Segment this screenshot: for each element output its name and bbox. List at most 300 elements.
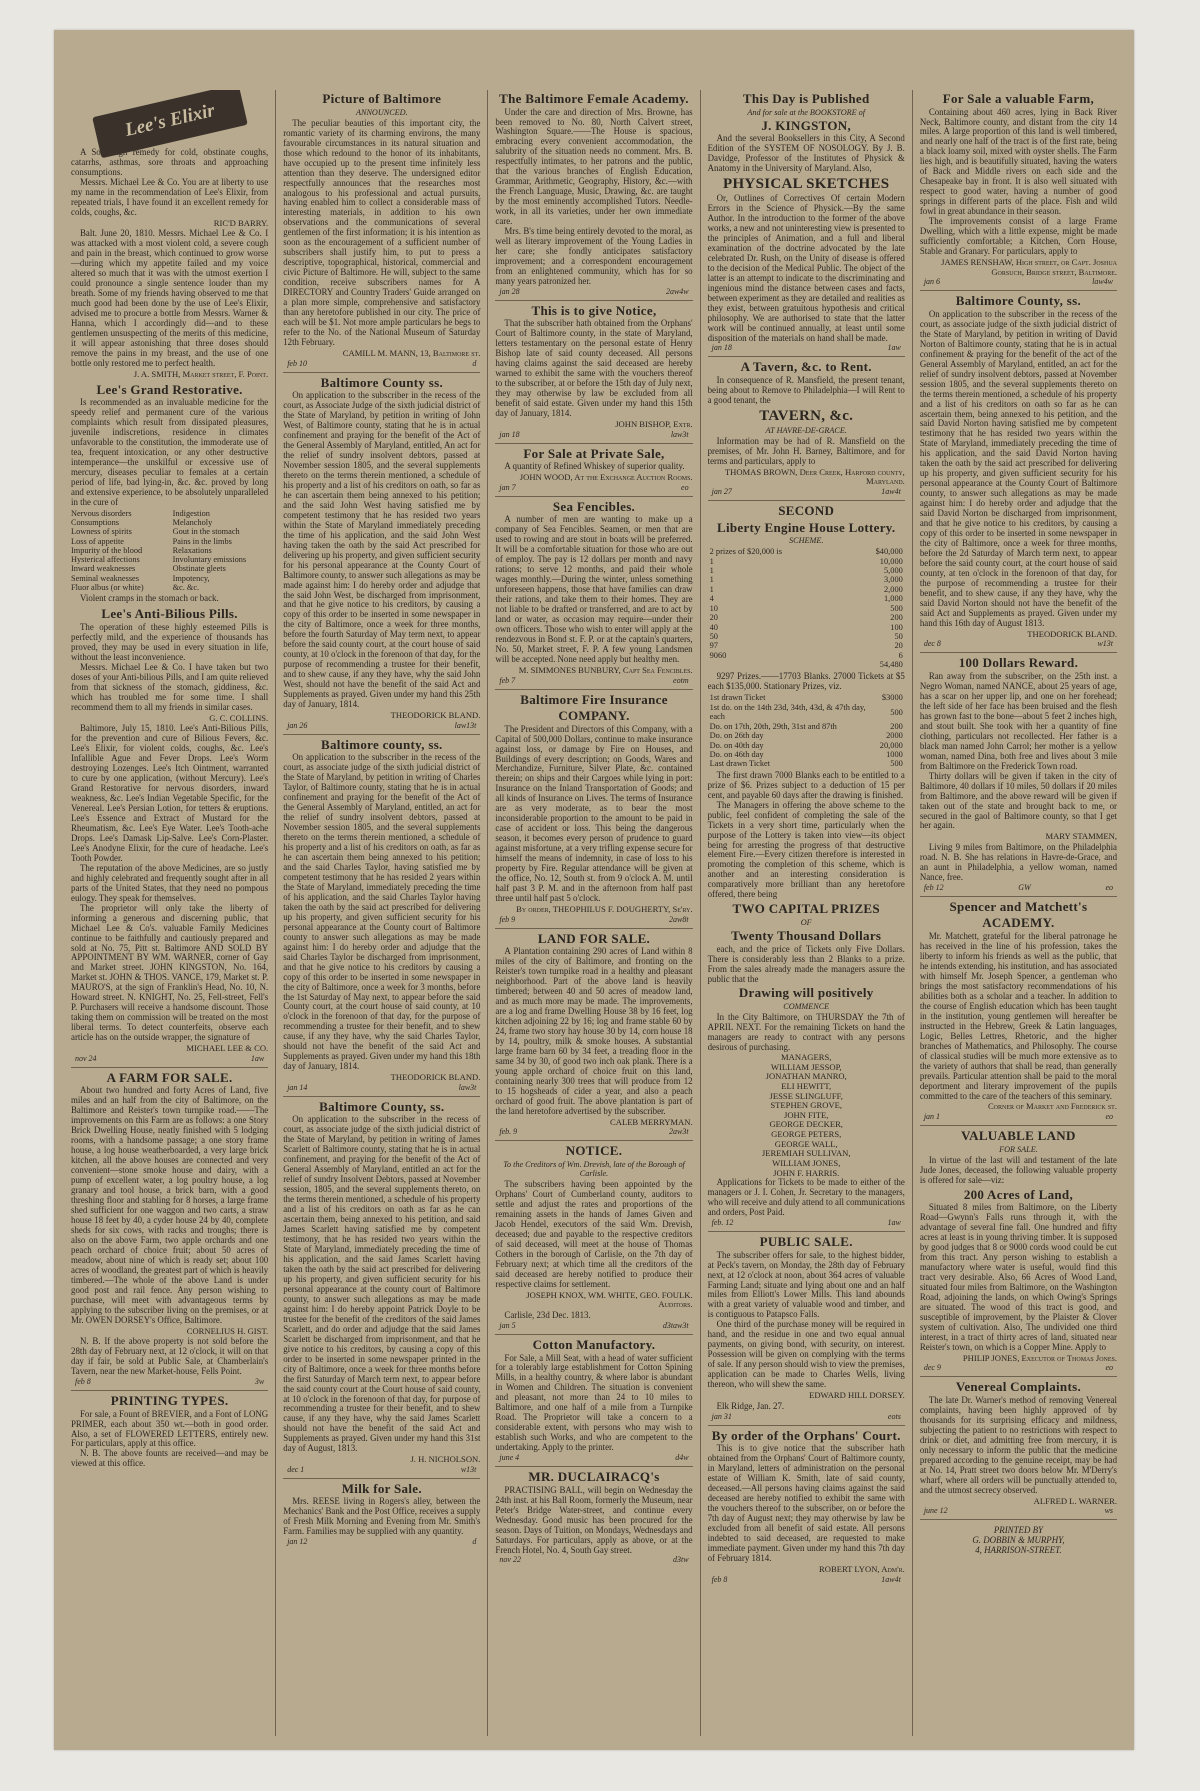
ad-text: On application to the subscriber in the recess of court, as associate judge of the sixth judicial district of the State of Maryland, by petition in writing of James Scarlett of Baltimore county, stating that he is in actual confinement, and praying for the benefit of the Act of General Assembly of Maryland, entitled an act for the relief of sundry Insolvent Debtors, passed at November session, 1805, and the several supplements thereto, on the terms therein mentioned, a schedule of his property and a list of his creditors on oath as far as he can ascertain them, being annexed to his petition, and said James Scarlett having satisfied me by competent testimony, that he has resided two years within the State of Maryland, immediately preceding the time of his application, and the said James Scarlett having taken the oath by the said act prescribed for delivering up his property, and given sufficient security for his personal appearance at the county court of Baltimore county, to answer such allegations as may be made against him: I do hereby appoint Patrick Doyle to be trustee for the benefit of the creditors of the said James Scarlett, and do order and adjudge that the said James Scarlett be discharged from imprisonment, and that he give notice to his creditors, by causing a copy of this order to be inserted in some newspaper printed in the city of Baltimore, once a week for three months before the first Saturday of March term next, to appear before the said county court at the Court house of said county, at 10 o'clock in the forenoon of that day, for purpose of recommending a trustee for their benefit, and to shew cause, if any they have, why the said James Scarlett should not have the benefit of the said Act and Supplements as prayed. Given under my hand this 31st day of August, 1813.: [283, 1114, 481, 1454]
dateline-date: feb 7: [499, 675, 516, 685]
ad-signature: ROBERT LYON, Adm'r.: [819, 1563, 905, 1574]
stationary-prize-row: [708, 741, 905, 750]
dateline-code: w13t: [1097, 639, 1114, 649]
ailment-list: [71, 509, 268, 593]
divider: [495, 1140, 692, 1141]
table-cell: 1st do. on the 14th 23d, 34th, 43d, & 47th day, each: [709, 702, 866, 722]
table-cell: 10,000: [879, 556, 903, 566]
prize-row: [708, 632, 905, 641]
ad-text: Balt. June 20, 1810. Messrs. Michael Lee & Co. I was attacked with a most violent cold, a severe cough and pain in the breast, which continued to grow worse—during which my appetite failed and my voice altered so much that it was with the utmost exertion I could pronounce a single sentence louder than my breath. Some of my friends having observed to me that much good had been done by the use of Lee's Elixir, advised me to procure a bottle from Messrs. Warner & Hanna, which I accordingly did—and to these gentlemen unsuspecting of the merits of this medicine, it will appear astonishing that three doses should remove the pains in my breast, and the use of one bottle only restored me to perfect health.: [71, 228, 269, 368]
table-cell: 500: [890, 707, 903, 717]
ad-text: The peculiar beauties of this important city, the romantic variety of its charming environs, the many favourable circumstances in its natural situation and those which redound to the honor of its inhabitants, have occupied up to the present time infinitely less attention than they deserve. The undersigned editor respectfully announces that the researches most analogous to his professional and actual pursuits, having enabled him to collect a considerable mass of interesting materials, in addition to his own observations and the communications of several gentlemen of the first information; it is his intention as soon as the encouragement of a sufficient number of subscribers shall justify him, to put to press a descriptive, topographical, historical, commercial and civic Picture of Baltimore. He will, subject to the same condition, receive subscribers names for A DIRECTORY and Country Traders' Guide arranged on a plan more simple, comprehensive and satisfactory than any heretofore published in our city. The price of each will be $1. Not more ample particulars he begs to refer to the No. of the National Museum of Saturday 12th February.: [283, 117, 481, 348]
ad-dateline: [499, 916, 688, 925]
ad-title: LAND FOR SALE.: [537, 930, 651, 946]
stationary-prizes-table: [708, 693, 905, 768]
divider: [920, 1519, 1117, 1520]
ad-text: Applications for Tickets to be made to either of the managers or J. I. Cohen, Jr. Secretary to the managers, who will receive and duly attend to all communications and orders, Post Paid.: [707, 1177, 905, 1218]
divider: [495, 1334, 692, 1335]
ad-baltimore-county-2: [283, 738, 480, 1093]
ad-heading: TWO CAPITAL PRIZES: [732, 901, 880, 917]
dateline-code: 3w: [254, 1377, 265, 1387]
dateline-code: eo: [1105, 1112, 1114, 1122]
ad-give-notice: [495, 304, 692, 440]
ad-subtitle: OF: [800, 917, 812, 927]
table-cell: 10: [709, 603, 718, 613]
dateline-code: eots: [887, 1411, 901, 1421]
ad-text: N. B. If the above property is not sold before the 28th day of February next, at 12 o'clock, it will on that day if fair, be sold at Public Sale, at Chamberlain's Tavern, near the new Market-house, Fells Point.: [71, 1336, 269, 1377]
ad-cotton-manufactory: [495, 1338, 692, 1463]
ad-signature: CORNELIUS H. GIST.: [186, 1325, 269, 1336]
table-cell: 20,000: [879, 740, 903, 750]
table-cell: 1: [709, 575, 714, 585]
divider: [283, 734, 480, 735]
ad-title: Venereal Complaints.: [955, 1379, 1081, 1395]
divider: [708, 1425, 905, 1426]
ad-title: NOTICE.: [565, 1143, 623, 1159]
ad-text: PRACTISING BALL, will begin on Wednesday the 24th inst. at his Ball Room, formerly the Museum, near Peter's Bridge Water-street, and continue every Wednesday. Good music has been procured for the season. Days of Tuition, on Mondays, Wednesdays and Saturdays. For particulars, apply as above, or at the French Hotel, No. 4, South Gay street.: [495, 1484, 693, 1555]
stationary-prize-row: [708, 750, 905, 759]
table-cell: 50: [709, 631, 718, 641]
ad-title-line-2: ACADEMY.: [982, 915, 1055, 931]
prize-row: [708, 623, 905, 632]
divider: [495, 443, 692, 444]
dateline-code: 2aw8t: [669, 914, 689, 924]
divider: [283, 1478, 480, 1479]
ad-text: Is recommended as an invaluable medicine for the speedy relief and permanent cure of the various complaints which result from dissipated pleasures, juvenile indiscretions, residence in climates unfavorable to the constitution, the immoderate use of tea, frequent intoxication, or any other destructive intemperance—the unskilful or excessive use of mercury, diseases peculiar to females at a certain period of life, bad lying-in, &c. &c. proved by long and extensive experience, to be absolutely unparalleled in the cure of: [71, 397, 269, 507]
ad-text: Mrs. REESE living in Rogers's alley, between the Mechanics' Bank and the Post Office, receives a supply of Fresh Milk Morning and Evening from Mr. Smith's Farm. Families may be supplied with any quantity.: [283, 1496, 481, 1537]
ad-text: The President and Directors of this Company, with a Capital of 500,000 Dollars, continue to make insurance against loss, or damage by Fire on Houses, and Buildings of every description; on Goods, Wares and Merchandize, Furniture, Silver Plate, &c. contained therein; on ships and their Cargoes while lying in port: Insurance on the Inland Transportation of Goods; and all kinds of Insurance on Lives. The terms of Insurance are as very moderate, as to bear the most inconsiderable proportion to the amount to be paid in case of accident or loss. This being the dangerous season, it becomes every person of prudence to guard against misfortune, at a very trifling expense secure for himself the means of indemnity, in case of loss to his property by Fire. Regular attendance will be given at the office, No. 12, South st. from 9 o'clock A. M. until half past 3 P. M. and in the afternoon from half past three until half past 5 o'clock.: [495, 723, 693, 904]
ad-title: Baltimore County, ss.: [955, 293, 1082, 309]
prize-row: [708, 651, 905, 660]
ailment-item: Involuntary emissions: [172, 555, 247, 565]
dateline-code: d4w: [675, 1453, 689, 1463]
ad-dateline: [287, 722, 476, 731]
ad-lees-elixir: [71, 100, 268, 380]
ad-title: Baltimore County, ss.: [319, 1098, 445, 1114]
ad-text: A quantity of Refined Whiskey of superior quality.: [504, 461, 685, 472]
table-cell: 20: [894, 641, 903, 651]
prize-row: [708, 660, 905, 669]
dateline-date: feb 12: [923, 882, 944, 892]
ad-title: This Day is Published: [742, 91, 870, 106]
manager-name: JOHN FITE,: [784, 1109, 829, 1120]
ad-title: Baltimore county, ss.: [320, 736, 443, 752]
ad-dateline: [499, 288, 688, 297]
ad-notice-creditors: [495, 1144, 692, 1331]
ad-subtitle: ANNOUNCED.: [355, 107, 408, 117]
ad-venereal: [920, 1380, 1117, 1516]
ad-text: On application to the subscriber in the recess of the court, as Associate Judge of the sixth judicial district of the State of Maryland, by petition in writing of John West, of Baltimore county, stating that he is in actual confinement and praying for the benefit of the Act of the General Assembly of Maryland, entitled, An act for the relief of sundry insolvent debtors, passed at November session 1805, and the several supplements thereto on the terms therein mentioned, a schedule of his property and a list of his creditors on oath, so far as he can ascertain them being annexed to his petition; and the said John West having satisfied me by competent testimony that he has resided two years within the State of Maryland immediately preceding the time of his application, and the said John West having taken the oath by the said Act prescribed for delivering up his property, and given sufficient security for his personal appearance at the County Court of Baltimore county, to answer such allegations as may be made against him: I do hereby order and adjudge that the said John West, be discharged from imprisonment, and that he give notice to his creditors, by causing a copy of this order to be inserted in some newspaper in the city of Baltimore, once a week for three months, before the fourth Saturday of May term next, to appear before the said county court, at the court house of said county, at 10 o'clock in the forenoon of that day, for the purpose of recommending a trustee for their benefit, and to shew cause, if any they have, why the said John West, should not have the benefit of the said Act and Supplements as prayed. Given under my hand this 25th day of January, 1814.: [283, 390, 481, 710]
ad-signature: JOHN BISHOP, Extr.: [615, 419, 693, 430]
ad-dateline: [499, 677, 688, 686]
ad-title: SECOND: [778, 502, 835, 518]
ad-text: In virtue of the last will and testament of the late Jude Jones, deceased, the following valuable property is offered for sale—viz:: [919, 1154, 1118, 1185]
table-cell: 20: [709, 613, 718, 623]
divider: [71, 1390, 268, 1391]
columns: [64, 90, 1124, 1736]
table-cell: 97: [709, 641, 718, 651]
ad-title: Lee's Grand Restorative.: [96, 381, 243, 397]
ad-signature: MARY STAMMEN,: [1045, 831, 1118, 842]
dateline-date: jan 14: [287, 1082, 308, 1092]
ad-heading: Drawing will positively: [738, 985, 874, 1001]
dateline-date: feb 8: [75, 1377, 91, 1387]
ad-text: The reputation of the above Medicines, are so justly and highly celebrated and frequently sought after in all parts of the United States, that they need no pompous eulogy. They speak for themselves.: [71, 862, 269, 903]
ad-spencer-academy: [920, 900, 1117, 1122]
divider: [495, 928, 692, 929]
table-cell: Do. on 26th day: [709, 731, 764, 741]
ailment-item: &c. &c.: [172, 583, 200, 593]
table-cell: 1: [709, 584, 714, 594]
divider: [283, 372, 480, 373]
manager-name: GEORGE DECKER,: [769, 1119, 843, 1130]
ad-title: A Tavern, &c. to Rent.: [740, 359, 872, 375]
prize-row: [708, 613, 905, 622]
ad-dateline: [712, 1413, 901, 1422]
ad-title: Baltimore County ss.: [320, 374, 443, 390]
ad-text: A number of men are wanting to make up a company of Sea Fencibles. Seamen, or men that are used to rowing and are stout in boats will be preferred. It will be a comfortable situation for those who are out of employ. The pay is 12 dollars per month and navy rations; to serve 12 months, and paid their whole wages monthly.—During the winter, unless something unforeseen happens, those that have families can draw their rations, and take them to their homes. They are not liable to be drafted or transferred, and are to act by land or water, as occasion may require—under their own officers. Those who wish to enter will apply at the rendezvous in Bond st. F. P. or at the captain's quarters, No. 50, Market street, F. P. A few young Landsmen will be accepted. None need apply but healthy men.: [495, 514, 693, 664]
table-cell: Do. on 40th day: [709, 740, 764, 750]
dateline-date: jan 26: [287, 720, 308, 730]
dateline-code: eo: [681, 482, 689, 492]
ad-signature: PHILIP JONES, Executor of Thomas Jones.: [962, 1352, 1118, 1363]
ad-dateline: [924, 1364, 1113, 1373]
divider: [283, 1096, 480, 1097]
dateline-date: jan 28: [499, 286, 520, 296]
ad-fire-insurance: [495, 693, 692, 925]
ad-subtitle: SCHEME.: [789, 536, 824, 546]
ad-text: Carlisle, 23d Dec. 1813.: [504, 1310, 591, 1321]
ad-signature: J. H. NICHOLSON.: [410, 1454, 481, 1465]
dateline-date: nov 24: [75, 1053, 97, 1063]
ailment-item: Inward weaknesses: [71, 564, 136, 574]
ad-signature: By order, THEOPHILUS F. DOUGHERTY, Se'ry.: [516, 904, 693, 915]
ailment-item: Impurity of the blood: [71, 545, 143, 555]
ailment-item: Indigestion: [172, 508, 210, 518]
table-cell: 200: [890, 613, 903, 623]
prize-row: [708, 604, 905, 613]
table-cell: 1: [709, 556, 714, 566]
dateline-date: feb 9: [499, 914, 516, 924]
ad-female-academy: [495, 92, 692, 297]
divider: [920, 652, 1117, 653]
dateline-code: law3t: [458, 1082, 477, 1092]
ad-practising-ball: [495, 1470, 692, 1565]
ad-signature: CALEB MERRYMAN.: [610, 1116, 693, 1127]
dateline-code: 1aw4t: [881, 1574, 901, 1584]
table-cell: 1st drawn Ticket: [709, 693, 766, 703]
dateline-code: law13t: [454, 720, 477, 730]
ad-title: The Baltimore Female Academy.: [499, 91, 689, 106]
dateline-code: 1aw: [887, 1218, 901, 1228]
divider: [920, 896, 1117, 897]
ailment-item: Obstinate gleets: [172, 564, 226, 574]
ailment-item: Melancholy: [172, 518, 213, 528]
dateline-code: 2aw4w: [665, 286, 689, 296]
ad-signature: ALFRED L. WARNER.: [1033, 1495, 1118, 1506]
table-cell: 1000: [886, 749, 903, 759]
ad-baltimore-county-4: [920, 294, 1117, 649]
dateline-date: jan 6: [923, 277, 941, 287]
divider: [708, 1231, 905, 1232]
ad-title: Cotton Manufactory.: [532, 1336, 656, 1352]
dateline-date: feb. 9: [499, 1127, 518, 1137]
ad-dateline: [712, 1219, 901, 1228]
dateline-code: eo: [1105, 882, 1114, 892]
dateline-code: law4w: [1092, 277, 1114, 287]
column-4: [700, 90, 912, 1736]
manager-name: WILLIAM JESSOP,: [770, 1061, 842, 1072]
ad-text: The proprietor will only take the liberty of informing a generous and discerning public, that Michael Lee & Co's. valuable Family Medicines continue to be faithfully and cautiously prepared and sold at No. 75, Pitt st. Baltimore AND SOLD BY APPOINTMENT BY WM. WARNER, corner of Gay and Market street. JOHN KINGSTON, No. 164, Market st. JOHN & THOS. VANCE, 179, Market st. P. MAURO'S, at the sign of Franklin's Head, No. 10, N. Howard street. N. KNIGHT, No. 25, Fell-street, Fell's P. Purchasers will receive a handsome discount. Those taking them on commission will be treated on the most liberal terms. To detect counterfeits, observe each article has on the outside wrapper, the signature of: [71, 902, 269, 1043]
ailment-item: Fluor albus (or white): [71, 583, 144, 593]
ailment-item: Pains in the limbs: [172, 536, 232, 546]
divider: [920, 1376, 1117, 1377]
ad-title: PRINTING TYPES.: [110, 1393, 229, 1409]
ad-dateline: [499, 1128, 688, 1137]
managers-list: [708, 1063, 905, 1179]
dateline-date: jan 5: [499, 1321, 516, 1330]
ad-title: Lee's Anti-Bilious Pills.: [101, 606, 238, 622]
dateline-code: 2aw3t: [669, 1127, 689, 1137]
table-cell: 1: [709, 566, 714, 576]
ad-title: Baltimore Fire Insurance: [520, 691, 668, 707]
ad-dateline: [499, 1454, 688, 1463]
stationary-prize-row: [708, 759, 905, 768]
ad-text: On application to the subscriber in the recess of the court, as associate judge of the sixth judicial district of the State of Maryland, by petition in writing of Charles Taylor, of Baltimore county, stating that he is in actual confinement and praying for the benefit of the Act of the General Assembly of Maryland, entitled, an act for the relief of sundry insolvent debtors, passed at November session 1805, and the several supplements thereto on the terms therein mentioned, a schedule of his property and a list of his creditors on oath, as far as he can ascertain them being annexed to his petition; and the said Charles Taylor, having satisfied me by competent testimony that he has resided 2 years within the State of Maryland, immediately preceding the time of his application, and the said Charles Taylor having taken the oath by the said act prescribed for delivering up his property, and given sufficient security for his personal appearance at the County court of Baltimore county to answer such allegations as may be made against him: I do hereby order and adjudge that the said Charles Taylor be discharged from imprisonment, and that he give notice to his creditors by causing a copy of this order to be inserted in some newspaper in the city of Baltimore, once a week for 3 months, before the 1st Saturday of May next, to appear before the said County court, at the court house of said county, at 10 o'clock in the forenoon of that day, for the purpose of recommending a trustee for their benefit, and to shew cause, if any they have, why the said Charles Taylor, should not have the benefit of the said Act and Supplements as prayed. Given under my hand this 18th day of January, 1814.: [283, 752, 481, 1072]
ad-text: Containing about 460 acres, lying in Back River Neck, Baltimore county, and distant from the city 14 miles. A large proportion of this land is well timbered, and nearly one half of the tract is of the first rate, being a black loamy soil, mixed with oyster shells. The Farm lies high, and is beautifully situated, having the waters of Back and Middle rivers on each side and the Chesapeake bay in front. It is also well situated with respect to good water, having a number of good springs in different parts of the place. Fish and wild fowl in great abundance in their season.: [919, 106, 1118, 217]
dateline-date: june 12: [923, 1506, 948, 1516]
ad-signature: RIC'D BARRY.: [213, 217, 269, 228]
divider: [495, 689, 692, 690]
ad-text: Living 9 miles from Baltimore, on the Philadelphia road. N. B. She has relations in Havre-de-Grace, and an aunt in Philadelphia, a yellow woman, named Nance, free.: [919, 842, 1118, 882]
prize-row: [708, 594, 905, 603]
prize-scheme-table: [708, 547, 905, 669]
table-cell: Last drawn Ticket: [709, 759, 771, 769]
elixir-logo-banner: Lee's Elixir: [92, 90, 248, 158]
manager-name: WILLIAM JONES,: [772, 1157, 841, 1168]
ad-subtitle: And for sale at the BOOKSTORE of: [747, 107, 866, 117]
ad-valuable-farm: [920, 92, 1117, 287]
ad-title: For Sale at Private Sale,: [523, 445, 665, 461]
ad-title: MR. DUCLAIRACQ's: [528, 1469, 660, 1485]
prize-row: [708, 585, 905, 594]
ad-text: Baltimore, July 15, 1810. Lee's Anti-Bilious Pills, for the prevention and cure of Bilious Fevers, &c. Lee's Elixir, for violent colds, coughs, &c. Lee's Infallible Ague and Fever Drops. Lee's Worm destroying Lozenges. Lee's Itch Ointment, warranted to cure by one application, (without Mercury). Lee's Grand Restorative for nervous disorders, inward weakness, &c. Lee's Indian Vegetable Specific, for the Venereal. Lee's Persian Lotion, for tetters & eruptions. Lee's Essence and Extract of Mustard for the Rheumatism, &c. Lee's Eye Water. Lee's Tooth-ache Drops. Lee's Damask Lip-Salve. Lee's Corn-Plaster. Lee's Anodyne Elixir, for the cure of headache. Lee's Tooth Powder.: [71, 723, 269, 863]
ad-text: Situated 8 miles from Baltimore, on the Liberty Road—Gwynn's Falls runs through it, with the advantage of several fine fall. One hundred and fifty acres at least is in young thriving timber. It is supposed by good judges that 8 or 9000 cords wood could be cut from this tract. Any person wishing to establish a manufactory where water is useful, would find this tract very desirable. Also, 66 Acres of Wood Land, situated four miles from Baltimore, on the Washington Road, adjoining the lands, on which Owing's Springs are situated. The wood of this tract is good, and susceptible of improvement, by the Plaister & Clover system of cultivation. Also, The undivided one third interest, in a tract of thirty acres of land, situated near Reister's town, on which is a Copper Mine. Apply to: [919, 1202, 1118, 1352]
dateline-code: ws: [1104, 1506, 1114, 1516]
ad-title: For Sale a valuable Farm,: [942, 91, 1095, 106]
ad-text: Mrs. B's time being entirely devoted to the moral, as well as literary improvement of the Young Ladies in her care; she fondly anticipates satisfactory improvement; and a correspondent encouragement from an enlightened community, which has for so many years patronized her.: [495, 226, 693, 287]
ad-title-line-2: COMPANY.: [558, 708, 630, 724]
divider: [708, 356, 905, 357]
dateline-code: d3taw3t: [662, 1321, 689, 1330]
newspaper-page: [54, 30, 1134, 1750]
ad-title-line-2: Liberty Engine House Lottery.: [717, 519, 896, 535]
column-2: [275, 90, 487, 1736]
ad-text: each, and the price of Tickets only Five Dollars. There is considerably less than 2 Blanks to a prize. From the sales already made the managers assure the public that the: [707, 943, 905, 984]
table-cell: 5,000: [883, 566, 903, 576]
column-3: [487, 90, 699, 1736]
ad-text: Information may be had of R. Mansfield on the premises, of Mr. John H. Barney, Baltimore, and for terms and particulars, apply to: [707, 435, 905, 466]
ad-baltimore-county-3: [283, 1100, 480, 1475]
ad-dateline: [924, 1507, 1113, 1516]
table-cell: Do. on 17th, 20th, 29th, 31st and 87th: [709, 721, 837, 731]
stationary-prize-row: [708, 693, 905, 702]
ad-dateline: [712, 1576, 901, 1585]
ad-public-sale: [708, 1235, 905, 1422]
dateline-code: eo: [1105, 1363, 1114, 1373]
ad-text: Elk Ridge, Jan. 27.: [716, 1400, 785, 1411]
table-cell: 50: [894, 631, 903, 641]
ad-heading: PHYSICAL SKETCHES: [723, 176, 890, 193]
ad-signature: THOMAS BROWN, Deer Creek, Harford county, Maryland.: [724, 466, 905, 487]
dateline-date: jan 27: [711, 487, 732, 497]
ad-title: VALUABLE LAND: [961, 1128, 1076, 1144]
ad-anti-bilious-pills: [71, 607, 268, 1063]
ailment-item: Loss of appetite: [71, 536, 124, 546]
dateline-date: dec 9: [923, 1363, 941, 1373]
ad-land-for-sale: [495, 932, 692, 1138]
ad-subtitle: FOR SALE.: [999, 1144, 1038, 1154]
ad-text: The Managers in offering the above scheme to the public, feel confident of completing the sale of the Tickets in a very short time, particularly when the purpose of the Lottery is taken into view—its object being for arresting the progress of that destructive element Fire.—Every citizen therefore is interested in promoting the completion of this scheme, which is another and an interesting consideration is comparatively more brilliant than any heretofore offered, there being: [707, 799, 905, 900]
table-cell: 4: [709, 594, 714, 604]
managers-heading: MANAGERS,: [781, 1052, 832, 1063]
ad-text: In consequence of R. Mansfield, the present tenant, being about to Remove to Philadelphia—I will Rent to a good tenant, the: [707, 374, 905, 405]
ad-text: That the subscriber hath obtained from the Orphans' Court of Baltimore county, in the state of Maryland, letters testamentary on the personal estate of Henry Bishop late of said county deceased. All persons having claims against the said deceased are hereby warned to exhibit the same with the vouchers thereof to the subscriber, at or before the 15th day of July next, they may otherwise by law be excluded from all benefit of said estate. Given under my hand this 15th day of January, 1814.: [495, 318, 693, 419]
ad-sea-fencibles: [495, 500, 692, 686]
dateline-code: w13t: [460, 1464, 477, 1474]
ad-signature: G. C. COLLINS.: [209, 712, 269, 723]
ad-text: For Sale, a Mill Seat, with a head of water sufficient for a tolerably large establishment for Cotton Spining Mills, in a healthy country, & where labor is abundant in Women and Children. The situation is convenient and pleasant, not more than 24 to 10 miles to Baltimore, and one half of a mile from a Turnpike Road. The Proprietor will take a concern to a considerable extent, with persons who may wish to establish such Works, and who are competent to the undertaking. Apply to the printer.: [495, 1352, 693, 1453]
table-cell: 1,000: [883, 594, 903, 604]
ad-dateline: [75, 1378, 264, 1387]
bookseller-name: J. KINGSTON,: [761, 117, 852, 133]
ad-text: Messrs. Michael Lee & Co. I have taken but two doses of your Anti-bilious Pills, and I am quite relieved from that sickness of the stomach, giddiness, &c. which has troubled me for some time. I shall recommend them to all my friends in similar cases.: [71, 661, 269, 712]
ad-reward: [920, 656, 1117, 893]
prize-row: [708, 566, 905, 575]
imprint-name: G. DOBBIN & MURPHY,: [972, 1535, 1065, 1546]
ailment-item: Relaxations: [172, 545, 212, 555]
ad-text: Or, Outlines of Correctives Of certain Modern Errors in the Science of Physick.—By the same Author. In the introduction to the former of the above works, a new and not uninteresting view is presented to the principles of Animation, and a full and liberal examination of the doctrine advocated by the late celebrated Dr. Rush, on the Unity of disease is offered to the decision of the Medical Public. The object of the latter is an attempt to indicate to the discriminating and ingenious mind the distance between cases and facts, between experiment as they are detailed and realities as they exist, between gratuitous hypothesis and critical philosophy. We are authorised to state that the latter work will be continued annually, at least until some disposition of the materials on hand shall be made.: [707, 192, 905, 343]
ailment-item: Lowness of spirits: [71, 527, 132, 537]
dateline-code: eotm: [673, 675, 689, 685]
table-cell: $40,000: [875, 547, 903, 557]
ad-private-sale: [495, 447, 692, 493]
ad-dateline: [499, 431, 688, 440]
ad-signature: THEODORICK BLAND.: [390, 710, 481, 721]
stationary-prize-row: [708, 703, 905, 722]
ad-text: The operation of these highly esteemed Pills is perfectly mild, and the experience of thousands has proved, they may be used in every situation in life, without the least inconvenience.: [71, 621, 269, 662]
ailment-item: Impotency,: [172, 573, 210, 583]
ad-heading: TAVERN, &c.: [759, 407, 854, 424]
ad-text: The subscribers having been appointed by the Orphans' Court of Cumberland county, auditors to settle and adjust the rates and proportions of the remaining assets in the hands of James Given and Jacob Hendel, executors of the said Wm. Drevish, deceased; due and payable to the respective creditors of said deceased, will meet at the house of Thomas Cothers in the borough of Carlisle, on the 7th day of February next; at which time all the creditors of the said deceased are hereby notified to produce their respective claims for settlement.: [495, 1179, 693, 1289]
divider: [71, 1067, 268, 1068]
ad-text: One third of the purchase money will be required in hand, and the residue in one and two equal annual payments, on giving bond, with security, on interest. Possession will be given on complying with the terms of sale. If any person should wish to view the premises, application can be made to Charles Wells, living thereon, who will shew the same.: [707, 1319, 905, 1390]
table-cell: 200: [890, 721, 903, 731]
dateline-code: 1aw: [887, 343, 901, 353]
stationary-prize-row: [708, 731, 905, 740]
ad-lottery: [708, 504, 905, 1228]
ad-signature: THEODORICK BLAND.: [390, 1072, 481, 1083]
ad-heading: Twenty Thousand Dollars: [731, 928, 882, 944]
ad-dateline: [499, 1322, 688, 1331]
table-cell: 40: [709, 622, 718, 632]
ad-text: Messrs. Michael Lee & Co. You are at liberty to use my name in the recommendation of Lee's Elixir, from repeated trials, I have found it an excellent remedy for colds, coughs, &c.: [71, 176, 269, 217]
divider: [708, 500, 905, 501]
ad-text: N. B. The above founts are received—and may be viewed at this office.: [71, 1448, 269, 1469]
ad-printing-types: [71, 1394, 268, 1469]
ad-text: 9297 Prizes.——17703 Blanks. 27000 Tickets at $5 each $135,000. Stationary Prizes, viz.: [707, 670, 905, 691]
prize-row: [708, 547, 905, 556]
table-cell: 500: [890, 759, 903, 769]
ailment-item: Seminal weaknesses: [71, 573, 139, 583]
ad-text: This is to give notice that the subscriber hath obtained from the Orphans' Court of Baltimore county, in Maryland, letters of administration on the personal estate of William K. Smith, late of said county, deceased.—All persons having claims against the said deceased are hereby notified to exhibit the same with the vouchers thereof to the subscriber, on or before the 7th day of August next; they may otherwise by law be excluded from all benefit of said estate. All persons indebted to said deceased, are requested to make immediate payment. Given under my hand this 7th day of February 1814.: [707, 1443, 905, 1563]
table-cell: Do. on 46th day: [709, 749, 764, 759]
ad-text: The late Dr. Warner's method of removing Venereal complaints, having been highly approved of by thousands for its surprising efficacy and mildness, subjecting the patient to no restrictions with respect to drink or diet, and admitting free from mercury, it is only necessary to inform the public that the medicine prepared according to the genuine receipt, may be had at No. 14, Pratt street two doors below Mr. M'Derry's wharf, where all orders will be punctually attended to, and the utmost secrecy observed.: [919, 1394, 1118, 1495]
ad-picture-of-baltimore: [283, 92, 480, 369]
ad-dateline: [499, 484, 688, 493]
dateline-date: dec 8: [923, 639, 941, 649]
ad-title: This is to give Notice,: [531, 302, 657, 318]
imprint-address: 4, HARRISON-STREET.: [975, 1545, 1062, 1556]
table-cell: 2,000: [883, 584, 903, 594]
dateline-date: jan 12: [287, 1537, 308, 1547]
dateline-date: jan 1: [923, 1112, 941, 1122]
ad-milk-for-sale: [283, 1482, 480, 1547]
divider: [920, 290, 1117, 291]
ad-signature: THEODORICK BLAND.: [1027, 628, 1118, 639]
table-cell: 100: [890, 622, 903, 632]
manager-name: GEORGE PETERS,: [771, 1129, 842, 1140]
ad-signature: M. SIMMONES BUNBURY, Capt Sea Fencibles.: [518, 664, 693, 675]
ad-dateline: [287, 1466, 476, 1475]
column-1: [64, 90, 275, 1736]
ailment-item: Gout in the stomach: [172, 527, 240, 537]
dateline-date: feb. 12: [711, 1218, 734, 1228]
ad-signature: JAMES RENSHAW, High street, or Capt. Joshua Gorsuch, Bridge street, Baltimore.: [941, 257, 1118, 277]
ad-dateline: [924, 278, 1113, 287]
ad-text: Thirty dollars will be given if taken in the city of Baltimore, 40 dollars if 10 miles, 50 dollars if 20 miles from Baltimore, and the above reward will be given if taken out of the state and brought back to me, or secured in the gaol of Baltimore county, so that I get her again.: [919, 770, 1118, 831]
ad-text: Mr. Matchett, grateful for the liberal patronage he has received in the line of his profession, takes the liberty to inform his friends as well as the public, that he intends extending, his institution, and has associated with himself Mr. Joseph Spencer, a gentleman who brings the most satisfactory recommendations of his abilities both as a scholar and a teacher. In addition to the course of English education which has been taught in the institution, young gentlemen will hereafter be instructed in the Hebrew, Greek & Latin languages, Logic, Belles Lettres, Rhetoric, and the higher branches of Mathematics, and Philosophy. The course of classical studies will be much more extensive as to the variety of authors that shall be read, than generally prevails. Particular attention shall be paid to the moral deportment and literary improvement of the pupils committed to the care of the teachers of this seminary.: [919, 931, 1118, 1101]
ad-subtitle: COMMENCE: [783, 1002, 830, 1012]
ad-title: Milk for Sale.: [341, 1480, 422, 1496]
divider: [495, 1466, 692, 1467]
ad-dateline: [287, 1084, 476, 1093]
dateline-code: d: [472, 1537, 477, 1547]
ad-text: A Plantation containing 290 acres of Land within 8 miles of the city of Baltimore, and fronting on the Reister's town turnpike road in a healthy and pleasant neighborhood. Part of the above land is heavily timbered; between 40 and 50 acres of meadow land, and as much more may be made. The improvements, are a log and frame Dwelling House 38 by 16 feet, log kitchen adjoining 22 by 16; log and frame stable 60 by 24, frame two story hay house 30 by 14, corn house 18 by 14, poultry, milk & smoke houses. A substantial large frame barn 60 by 34 feet, a treading floor in the same 34 by 30, of good two inch oak plank. There is a young apple orchard of choice fruit on this land, containing nearly 300 trees that will produce from 12 to 15 hogsheads of cider a year, and also a peach orchard of good fruit. The above plantation is part of the land heretofore advertised by the subscriber.: [495, 946, 693, 1116]
dateline-date: feb 10: [287, 358, 307, 368]
dateline-code: d3tw: [673, 1555, 689, 1565]
ad-signature: EDWARD HILL DORSEY.: [809, 1390, 905, 1401]
ad-title: A FARM FOR SALE.: [106, 1069, 233, 1085]
ad-text: Under the care and direction of Mrs. Browne, has been removed to No. 80, North Calvert street, Washington Square.——The House is spacious, embracing every convenient accommodation, the salubrity of the situation needs no comment. Mrs. B. respectfully intimates, to her patrons and the public, that the various branches of English Education, Grammar, Arithmetic, Geography, History, &c.—with the French Language, Music, Drawing, &c. are taught by the most eminently accomplished Tutors. Needle-work, in all its varieties, under her own immediate care.: [495, 106, 693, 227]
divider: [495, 300, 692, 301]
ad-text: The first drawn 7000 Blanks each to be entitled to a prize of $6. Prizes subject to a deduction of 15 per cent, and payable 60 days after the drawing is finished.: [707, 769, 905, 800]
ad-signature: J. A. SMITH, Market street, F. Point.: [133, 368, 269, 379]
table-cell: 54,480: [879, 660, 903, 670]
ad-valuable-land: [920, 1129, 1117, 1373]
ad-farm-for-sale: [71, 1071, 268, 1387]
ad-title: Spencer and Matchett's: [949, 898, 1088, 914]
ad-dateline: [75, 1055, 264, 1064]
ad-signature: JOHN WOOD, At the Exchange Auction Rooms.: [519, 472, 693, 483]
prize-row: [708, 641, 905, 650]
ad-text: In the City Baltimore, on THURSDAY the 7th of APRIL NEXT. For the remaining Tickets on hand the managers are ready to contract with any persons desirous of purchasing.: [707, 1012, 905, 1053]
ad-tavern-rent: [708, 360, 905, 497]
ad-text: Ran away from the subscriber, on the 25th inst. a Negro Woman, named NANCE, about 25 years of age, has a scar on her upper lip, and one on her forehead; the left side of her face has been bruised and the flesh has grown fast to the bone—about 5 feet 2 inches high, and stout built. She took with her a quantity of fine clothing, particulars not recollected. Her father is a black man named John Carrol; her mother is a yellow woman, named Dina, both free and lives about 3 mile from Baltimore on the Frederick Town road.: [919, 670, 1118, 771]
dateline-date: jan 18: [711, 343, 732, 353]
ad-title: 100 Dollars Reward.: [958, 655, 1079, 671]
dateline-date: june 4: [499, 1453, 520, 1463]
